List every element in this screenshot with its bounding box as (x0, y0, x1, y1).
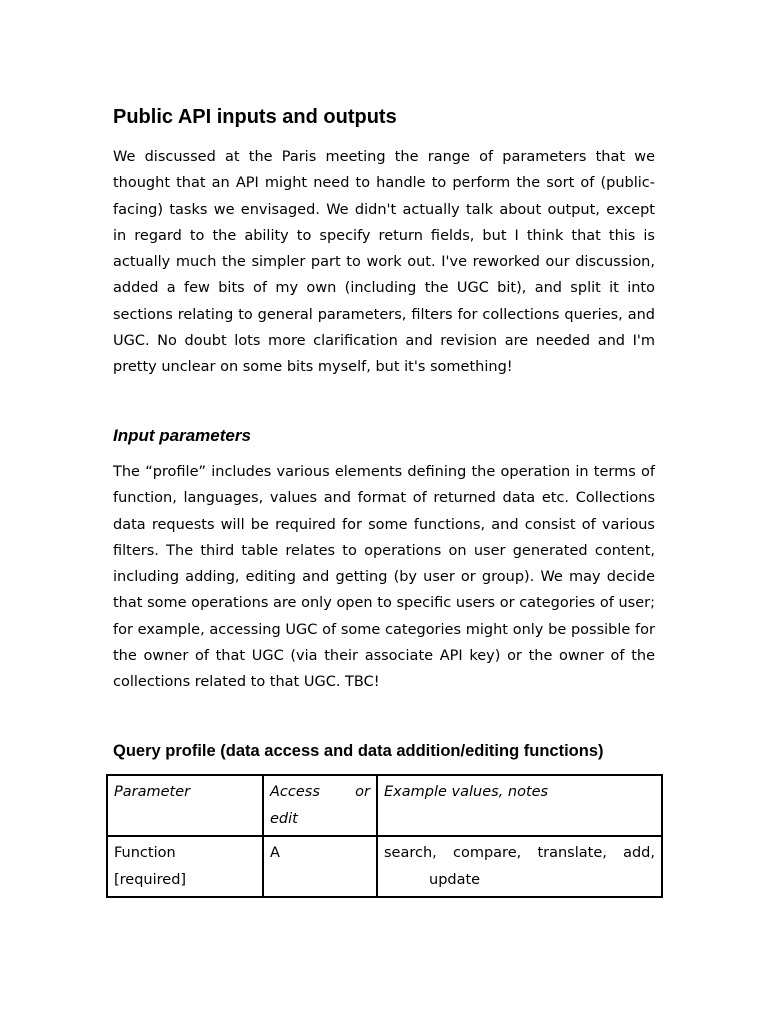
input-parameters-paragraph: The “profile” includes various elements defining the operation in terms of function, languages, values and format of returned data etc. Collections data requests will be required for some functions, and consist of various filters. The third table relates to operations on user generated content, including adding, editing and getting (by user or group). We may decide that some operations are only open to specific users or categories of user; for example, accessing UGC of some categories might only be possible for the owner of that UGC (via their associate API key) or the owner of the collections related to that UGC. TBC! (113, 464, 655, 691)
cell-notes (377, 836, 662, 897)
section-heading-input-parameters: Input parameters (113, 426, 251, 445)
parameter-name: Function (114, 845, 176, 861)
header-access-or-edit: Access or edit (263, 775, 377, 836)
notes-line-1: search, compare, translate, add, (384, 845, 655, 861)
cell-access: A (263, 836, 377, 897)
intro-paragraph: We discussed at the Paris meeting the range of parameters that we thought that an API might need to handle to perform the sort of (public-facing) tasks we envisaged. We didn't actually talk about output, except in regard to the ability to specify return fields, but I think that this is actually much the simpler part to work out. I've reworked our discussion, added a few bits of my own (including the UGC bit), and split it into sections relating to general parameters, filters for collections queries, and UGC. No doubt lots more clarification and revision are needed and I'm pretty unclear on some bits myself, but it's something! (113, 149, 655, 376)
notes-line-2: update (429, 871, 481, 888)
table-heading-query-profile: Query profile (data access and data addition/editing functions) (113, 742, 604, 760)
header-example-values: Example values, notes (377, 775, 662, 836)
table-row (107, 836, 662, 897)
table-header-row (107, 775, 662, 836)
page-title: Public API inputs and outputs (113, 106, 397, 128)
header-parameter: Parameter (107, 775, 263, 836)
parameter-required-flag: [required] (114, 871, 187, 888)
cell-parameter (107, 836, 263, 897)
query-profile-table (106, 774, 663, 898)
